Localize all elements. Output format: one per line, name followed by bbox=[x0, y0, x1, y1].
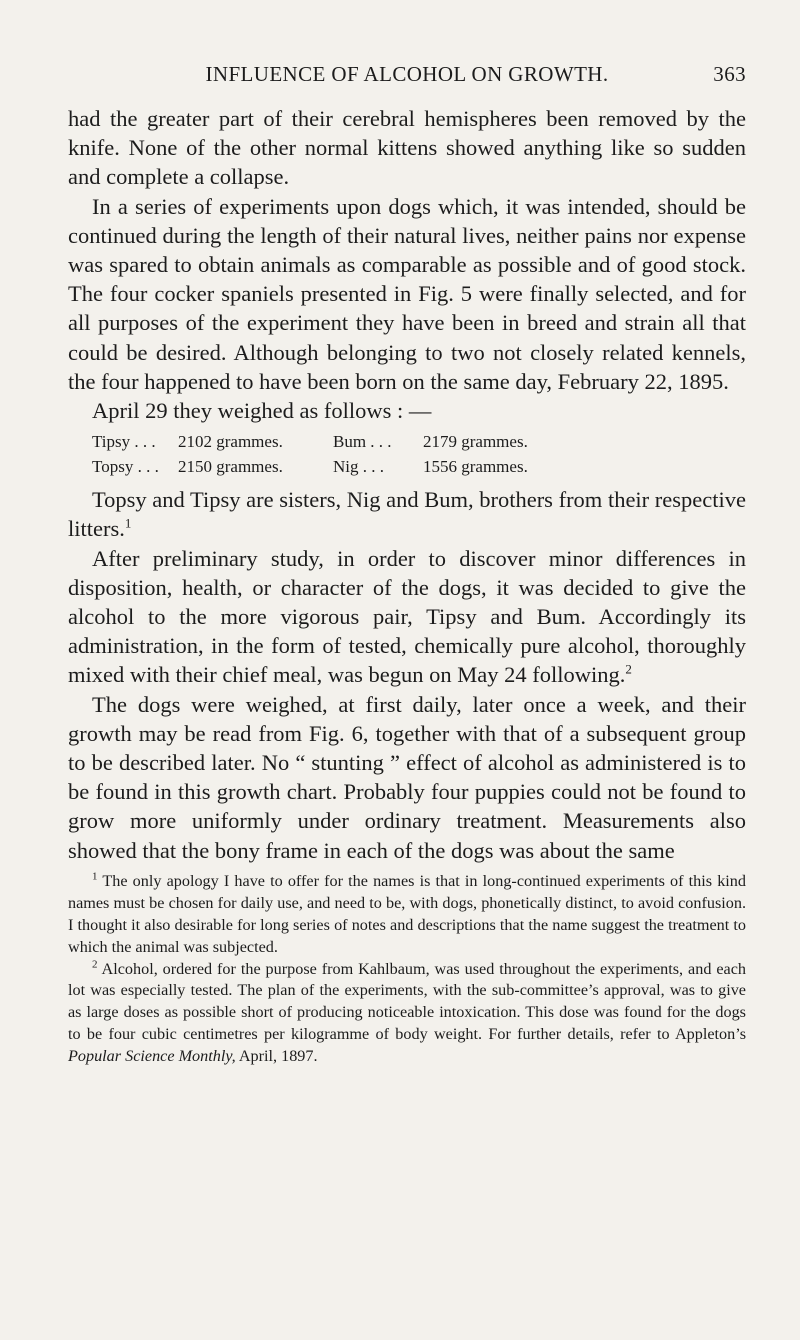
dog-name: Topsy . . . bbox=[92, 457, 159, 477]
dog-weight: 2102 grammes. bbox=[178, 432, 283, 452]
footnote-mark: 2 bbox=[92, 958, 98, 971]
dog-weight: 1556 grammes. bbox=[423, 457, 528, 477]
running-head bbox=[68, 62, 746, 92]
paragraph-text: Topsy and Tipsy are sisters, Nig and Bum, brothers from their respective litters. bbox=[68, 487, 746, 542]
weights-row bbox=[92, 429, 746, 454]
paragraph-sisters-brothers bbox=[68, 485, 746, 543]
body-text bbox=[68, 104, 746, 865]
dog-weight: 2179 grammes. bbox=[423, 432, 528, 452]
footnote-2 bbox=[68, 959, 746, 1069]
footnote-ref: 2 bbox=[625, 661, 632, 677]
footnote-ref: 1 bbox=[124, 515, 132, 531]
paragraph-text: After preliminary study, in order to discover minor differences in disposition, health, or character of the dogs, it was decided to give the alcohol to the more vigorous pair, Tipsy and Bum. Accordingly its administration, in the form of tested, chemically pure alcohol, thoroughly mixed with their chief meal, was begun on May 24 following. bbox=[68, 545, 746, 688]
footnote-text-tail: April, 1897. bbox=[238, 1047, 318, 1066]
weights-row bbox=[92, 454, 746, 479]
paragraph-dog-series: In a series of experiments upon dogs which, it was intended, should be continued during the length of their natural lives, neither pains nor expense was spared to obtain animals as comparable as possible and of good stock. The four cocker spaniels presented in Fig. 5 were finally selected, and for all purposes of the experiment they have been in breed and strain all that could be desired. Although belonging to two not closely related kennels, the four happened to have been born on the same day, February 22, 1895. bbox=[68, 193, 746, 394]
journal-title: Popular Science Monthly, bbox=[68, 1047, 236, 1066]
footnotes bbox=[68, 871, 746, 1068]
book-page bbox=[68, 62, 746, 1068]
dog-name: Nig . . . bbox=[333, 457, 384, 477]
footnote-mark: 1 bbox=[92, 870, 98, 883]
paragraph-preliminary-study bbox=[68, 544, 746, 690]
dog-weight: 2150 grammes. bbox=[178, 457, 283, 477]
footnote-text: Alcohol, ordered for the purpose from Kahlbaum, was used throughout the experiments, and each lot was especially tested. The plan of the experiments, with the sub-committee’s approval, was to give as large doses as possible short of producing noticeable intoxication. This dose was found for the dogs to be four cubic centimetres per kilogramme of body weight. For further details, refer to Appleton’s bbox=[68, 959, 746, 1044]
paragraph-continued: had the greater part of their cerebral hemispheres been removed by the knife. None of the other normal kittens showed anything like so sudden and complete a collapse. bbox=[68, 106, 746, 190]
running-head-title: INFLUENCE OF ALCOHOL ON GROWTH. bbox=[205, 62, 609, 86]
paragraph-april-weights: April 29 they weighed as follows : — bbox=[92, 398, 432, 424]
dog-name: Bum . . . bbox=[333, 432, 392, 452]
paragraph-growth: The dogs were weighed, at first daily, later once a week, and their growth may be read from Fig. 6, together with that of a subsequent group to be described later. No “ stunting ” effect of alcohol as administered is to be found in this growth chart. Probably four puppies could not be found to grow more uniformly under ordinary treatment. Measurements also showed that the bony frame in each of the dogs was about the same bbox=[68, 691, 746, 863]
footnote-text: The only apology I have to offer for the names is that in long-continued experiments of this kind names must be chosen for daily use, and need to be, with dogs, phonetically distinct, to avoid confusion. I thought it also desirable for long series of notes and descriptions that the name suggest the treatment to which the animal was subjected. bbox=[68, 871, 746, 956]
footnote-1 bbox=[68, 871, 746, 959]
page-number: 363 bbox=[713, 62, 746, 86]
weights-table bbox=[92, 429, 746, 479]
dog-name: Tipsy . . . bbox=[92, 432, 156, 452]
